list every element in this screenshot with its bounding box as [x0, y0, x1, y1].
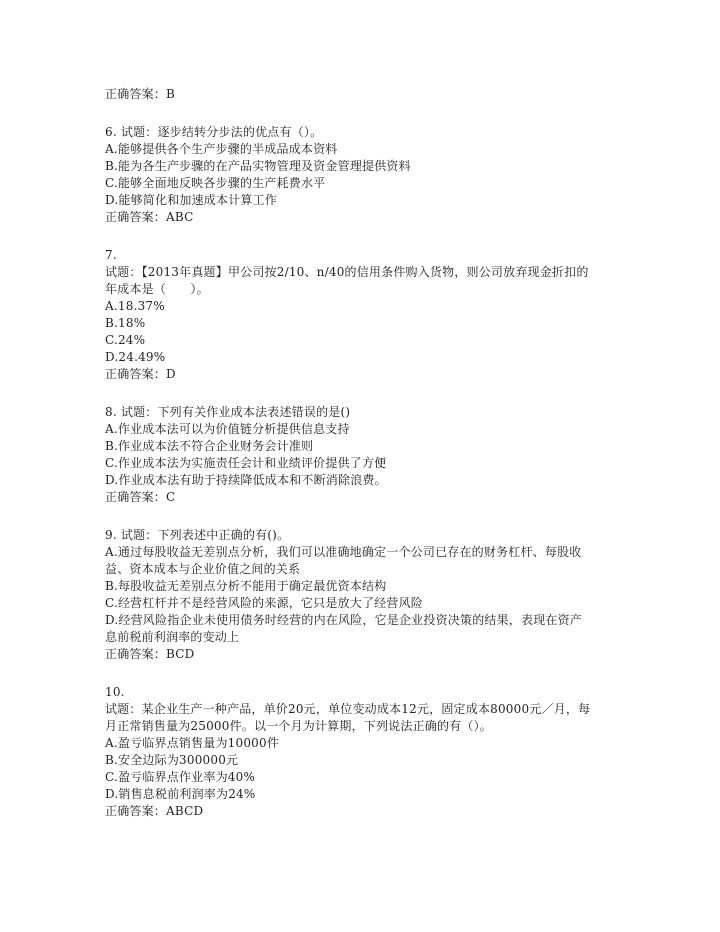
- option-line: 息前税前利润率的变动上: [105, 630, 240, 644]
- option-line: B.18%: [105, 316, 146, 330]
- question-number: 10.: [105, 685, 125, 699]
- option-line: A.作业成本法可以为价值链分析提供信息支持: [105, 422, 350, 436]
- answer-line: 正确答案：BCD: [105, 647, 195, 661]
- option-line: D.能够简化和加速成本计算工作: [105, 193, 278, 207]
- option-line: D.作业成本法有助于持续降低成本和不断消除浪费。: [105, 473, 387, 487]
- option-line: A.能够提供各个生产步骤的半成品成本资料: [105, 142, 338, 156]
- option-line: A.通过每股收益无差别点分析，我们可以准确地确定一个公司已存在的财务杠杆、每股收: [105, 545, 582, 559]
- answer-line: 正确答案：B: [105, 87, 176, 101]
- answer-line: 正确答案：C: [105, 490, 176, 504]
- question-number: 7.: [105, 248, 117, 262]
- option-line: B.每股收益无差别点分析不能用于确定最优资本结构: [105, 579, 387, 593]
- option-line: A.盈亏临界点销售量为10000件: [105, 736, 280, 750]
- question-title: 6. 试题：逐步结转分步法的优点有（）。: [105, 125, 323, 139]
- question-stem-line: 试题：某企业生产一种产品，单价20元，单位变动成本12元，固定成本80000元／月，每: [105, 702, 591, 716]
- option-line: C.作业成本法为实施责任会计和业绩评价提供了方便: [105, 456, 387, 470]
- option-line: C.盈亏临界点作业率为40%: [105, 770, 256, 784]
- question-stem-line: 月正常销售量为25000件。以一个月为计算期，下列说法正确的有（）。: [105, 719, 492, 733]
- question-stem-line: 试题：【2013年真题】甲公司按2/10、n/40的信用条件购入货物，则公司放弃现金折扣的: [105, 265, 589, 279]
- option-line: 益、资本成本与企业价值之间的关系: [105, 562, 301, 576]
- option-line: D.24.49%: [105, 350, 166, 364]
- answer-line: 正确答案：ABCD: [105, 804, 204, 818]
- option-line: B.安全边际为300000元: [105, 753, 239, 767]
- answer-line: 正确答案：ABC: [105, 210, 194, 224]
- option-line: B.作业成本法不符合企业财务会计准则: [105, 439, 314, 453]
- option-line: C.24%: [105, 333, 146, 347]
- option-line: D.经营风险指企业未使用债务时经营的内在风险，它是企业投资决策的结果，表现在资产: [105, 613, 583, 627]
- option-line: B.能为各生产步骤的在产品实物管理及资金管理提供资料: [105, 159, 411, 173]
- question-title: 8. 试题：下列有关作业成本法表述错误的是(): [105, 405, 351, 419]
- option-line: D.销售息税前利润率为24%: [105, 787, 256, 801]
- answer-line: 正确答案：D: [105, 367, 176, 381]
- option-line: A.18.37%: [105, 299, 165, 313]
- option-line: C.能够全面地反映各步骤的生产耗费水平: [105, 176, 326, 190]
- question-title: 9. 试题：下列表述中正确的有()。: [105, 528, 290, 542]
- option-line: C.经营杠杆并不是经营风险的来源，它只是放大了经营风险: [105, 596, 423, 610]
- question-stem-line: 年成本是（ ）。: [105, 282, 209, 296]
